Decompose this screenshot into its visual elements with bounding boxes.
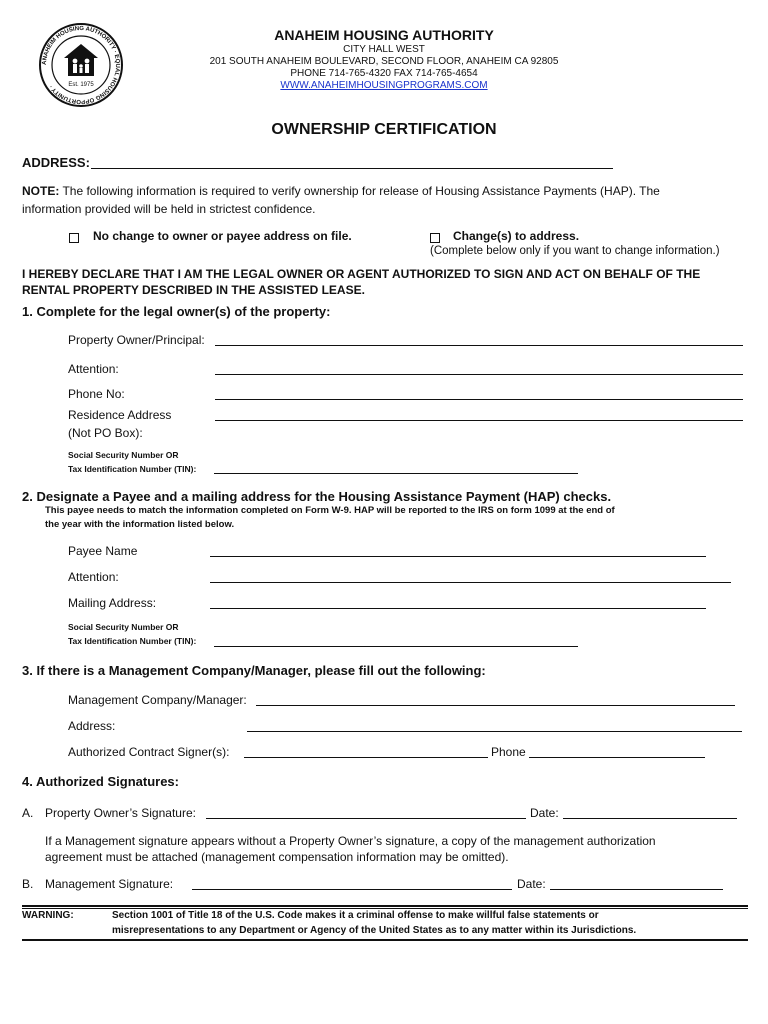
- mgmt-signature-field[interactable]: [192, 889, 512, 890]
- owner-attention-label: Attention:: [68, 362, 119, 376]
- section3-heading: 3. If there is a Management Company/Manager, please fill out the following:: [22, 663, 486, 678]
- payee-attention-label: Attention:: [68, 570, 119, 584]
- owner-date-label: Date:: [530, 806, 559, 820]
- declaration-line-2: RENTAL PROPERTY DESCRIBED IN THE ASSISTED LEASE.: [22, 283, 365, 297]
- page-title: OWNERSHIP CERTIFICATION: [271, 121, 497, 138]
- mgmt-company-field[interactable]: [256, 705, 735, 706]
- warning-top-rule: [22, 905, 748, 907]
- header-line-1: CITY HALL WEST: [343, 44, 425, 55]
- mgmt-address-field[interactable]: [247, 731, 742, 732]
- section2-sub-2: the year with the information listed below.: [45, 519, 235, 530]
- note-line-1: [22, 184, 660, 198]
- mgmt-address-label: Address:: [68, 719, 116, 733]
- owner-attention-field[interactable]: [215, 374, 743, 375]
- mgmt-signature-letter: B.: [22, 877, 34, 891]
- mgmt-phone-label: Phone: [491, 745, 526, 759]
- mgmt-phone-field[interactable]: [529, 757, 705, 758]
- housing-authority-seal: [38, 22, 124, 108]
- mgmt-company-label: Management Company/Manager:: [68, 693, 247, 707]
- owner-field[interactable]: [215, 345, 743, 346]
- residence-label-2: (Not PO Box):: [68, 426, 143, 440]
- org-name: ANAHEIM HOUSING AUTHORITY: [274, 27, 494, 43]
- address-field[interactable]: [91, 168, 613, 169]
- owner-signature-field[interactable]: [206, 818, 526, 819]
- header-phone-fax: PHONE 714-765-4320 FAX 714-765-4654: [290, 68, 478, 79]
- declaration-line-1: I HEREBY DECLARE THAT I AM THE LEGAL OWNER OR AGENT AUTHORIZED TO SIGN AND ACT ON BEHALF OF THE: [22, 267, 701, 281]
- owner-label: Property Owner/Principal:: [68, 333, 205, 347]
- mgmt-info-line-2: agreement must be attached (management compensation information may be omitted).: [45, 850, 509, 864]
- owner-ssn-label-2: Tax Identification Number (TIN):: [68, 464, 197, 474]
- section4-heading: 4. Authorized Signatures:: [22, 774, 179, 789]
- address-label: ADDRESS:: [22, 155, 90, 170]
- warning-text-2: misrepresentations to any Department or Agency of the United States as to any matter within its Jurisdictions.: [112, 925, 637, 936]
- payee-field[interactable]: [210, 556, 706, 557]
- section2-sub-1: This payee needs to match the information completed on Form W-9. HAP will be reported to the IRS on form 1099 at the end of: [45, 505, 615, 516]
- payee-ssn-label-2: Tax Identification Number (TIN):: [68, 636, 197, 646]
- contract-signer-field[interactable]: [244, 757, 488, 758]
- note-text-1: The following information is required to verify ownership for release of Housing Assistance Payments (HAP). The: [59, 184, 660, 198]
- section1-heading: 1. Complete for the legal owner(s) of the property:: [22, 304, 331, 319]
- residence-field[interactable]: [215, 420, 743, 421]
- website-link[interactable]: WWW.ANAHEIMHOUSINGPROGRAMS.COM: [280, 80, 488, 91]
- payee-ssn-field[interactable]: [214, 646, 578, 647]
- section2-heading: 2. Designate a Payee and a mailing address for the Housing Assistance Payment (HAP) checks.: [22, 489, 612, 504]
- seal-est-text: Est. 1975: [68, 82, 94, 88]
- owner-signature-letter: A.: [22, 806, 34, 820]
- mgmt-signature-label: Management Signature:: [45, 877, 174, 891]
- owner-ssn-field[interactable]: [214, 473, 578, 474]
- payee-label: Payee Name: [68, 544, 138, 558]
- mgmt-info-line-1: If a Management signature appears without a Property Owner’s signature, a copy of the management authorization: [45, 834, 656, 848]
- payee-ssn-label-1: Social Security Number OR: [68, 622, 179, 632]
- payee-attention-field[interactable]: [210, 582, 731, 583]
- mgmt-date-field[interactable]: [550, 889, 723, 890]
- owner-ssn-label-1: Social Security Number OR: [68, 450, 179, 460]
- residence-label-1: Residence Address: [68, 408, 172, 422]
- header-address: 201 SOUTH ANAHEIM BOULEVARD, SECOND FLOOR, ANAHEIM CA 92805: [209, 56, 559, 67]
- svg-text:ANAHEIM HOUSING AUTHORITY · EQ: ANAHEIM HOUSING AUTHORITY · EQUAL HOUSING OPPORTUNITY ·: [41, 25, 121, 105]
- change-note: (Complete below only if you want to change information.): [430, 245, 720, 257]
- change-checkbox[interactable]: [430, 233, 440, 243]
- mailing-label: Mailing Address:: [68, 596, 157, 610]
- warning-bottom-rule: [22, 939, 748, 941]
- warning-label: WARNING:: [22, 910, 74, 921]
- mgmt-date-label: Date:: [517, 877, 546, 891]
- owner-phone-label: Phone No:: [68, 387, 125, 401]
- owner-signature-label: Property Owner’s Signature:: [45, 806, 196, 820]
- note-label: NOTE:: [22, 184, 60, 198]
- change-label: Change(s) to address.: [453, 229, 580, 243]
- note-line-2: information provided will be held in strictest confidence.: [22, 202, 316, 216]
- contract-signer-label: Authorized Contract Signer(s):: [68, 745, 230, 759]
- owner-date-field[interactable]: [563, 818, 737, 819]
- owner-phone-field[interactable]: [215, 399, 743, 400]
- no-change-label: No change to owner or payee address on file.: [93, 229, 352, 243]
- warning-text-1: Section 1001 of Title 18 of the U.S. Code makes it a criminal offense to make willful false statements or: [112, 910, 599, 921]
- mailing-field[interactable]: [210, 608, 706, 609]
- header-website-wrap: [180, 80, 588, 91]
- warning-top-rule-2: [22, 908, 748, 909]
- no-change-checkbox[interactable]: [69, 233, 79, 243]
